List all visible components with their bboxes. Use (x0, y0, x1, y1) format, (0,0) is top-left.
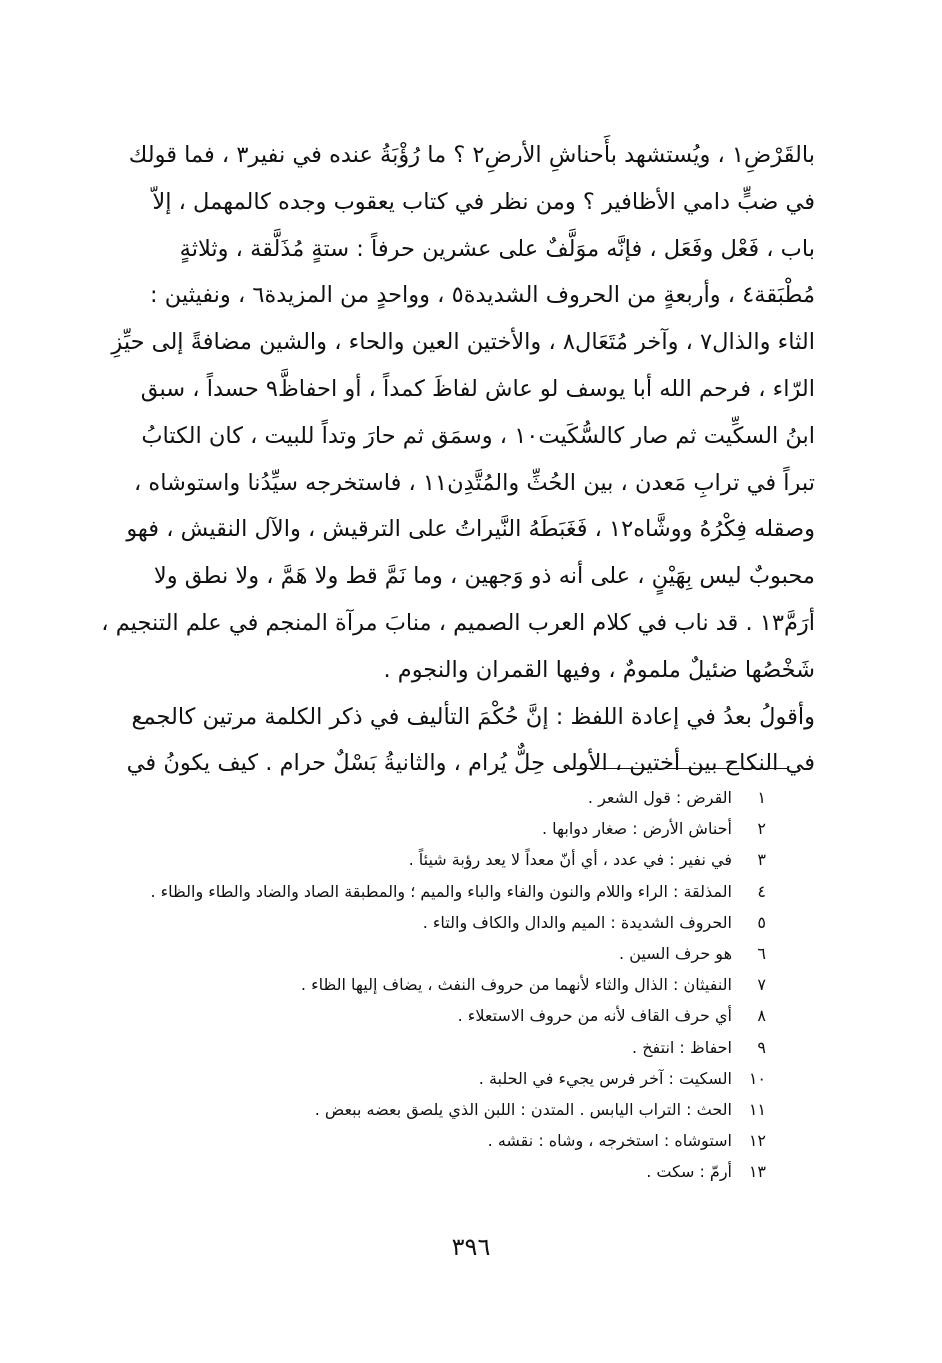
text-line: ابنُ السكِّيت ثم صار كالسُّكَيت١٠ ، وسمَق ثم حارَ وتداً للبيت ، كان الكتابُ (141, 422, 815, 449)
footnote-item (126, 907, 766, 938)
footnote-text: أرمّ : سكت . (646, 1162, 732, 1182)
footnote-number: ٦ (757, 943, 766, 963)
footnote-number: ١٠ (748, 1068, 766, 1088)
footnote-text: السكيت : آخر فرس يجيء في الحلبة . (478, 1068, 732, 1088)
footnote-number: ١ (757, 788, 766, 807)
text-line: الثاء والذال٧ ، وآخر مُتَعَال٨ ، والأختين العين والحاء ، والشين مضافةً إلى حيِّزِ (111, 329, 815, 356)
footnote-item (126, 844, 766, 875)
main-text-block (90, 132, 815, 787)
text-line: وصقله فِكْرُهُ ووشَّاه١٢ ، فَغَبَطَهُ النَّيراتُ على الترقيش ، والآل النقيش ، فهو (126, 516, 815, 543)
footnote-text: القرض : قول الشعر . (587, 788, 732, 807)
footnote-text: استوشاه : استخرجه ، وشاه : نقشه . (487, 1131, 732, 1151)
footnote-text: احفاظ : انتفخ . (632, 1037, 732, 1057)
footnotes-list (126, 782, 766, 1187)
text-line: في النكاح بين أختين ، الأولى حِلٌّ يُرام ، والثانيةُ بَسْلٌ حرام . كيف يكونُ في (126, 750, 815, 777)
footnote-text: أحناش الأرض : صغار دوابها . (541, 819, 732, 839)
text-line: باب ، فَعْل وفَعَل ، فإنَّه موَلَّفٌ على عشرين حرفاً : ستةٍ مُذَلَّقة ، وثلاثةٍ (179, 235, 815, 262)
footnote-number: ١٢ (748, 1131, 766, 1151)
footnote-number: ٢ (757, 819, 766, 839)
text-line: أرَمَّ١٣ . قد ناب في كلام العرب الصميم ، منابَ مرآة المنجم في علم التنجيم ، (101, 609, 815, 636)
footnote-number: ٧ (757, 975, 766, 995)
footnote-text: الحروف الشديدة : الميم والدال والكاف والتاء . (422, 912, 732, 932)
footnote-item (126, 938, 766, 969)
footnote-number: ٩ (757, 1037, 766, 1057)
footnote-number: ١٣ (748, 1162, 766, 1182)
footnote-item (126, 1125, 766, 1156)
footnote-item (126, 1032, 766, 1063)
footnote-item (126, 876, 766, 907)
text-line: تبراً في ترابِ مَعدن ، بين الحُثِّ والمُتَّدِن١١ ، فاستخرجه سيِّدُنا واستوشاه ، (134, 469, 815, 496)
text-line: وأقولُ بعدُ في إعادة اللفظ : إنَّ حُكْمَ التأليف في ذكر الكلمة مرتين كالجمع (131, 703, 815, 730)
footnote-number: ١١ (748, 1099, 766, 1119)
footnote-item (126, 782, 766, 813)
footnote-item (126, 1094, 766, 1125)
text-line: شَخْصُها ضئيلٌ ملمومٌ ، وفيها القمران والنجوم . (383, 656, 815, 683)
footnote-item (126, 1156, 766, 1187)
footnote-number: ٤ (757, 881, 766, 901)
footnote-number: ٨ (757, 1006, 766, 1026)
text-line: في ضبٍّ دامي الأظافير ؟ ومن نظر في كتاب يعقوب وجده كالمهمل ، إلاّ (152, 188, 815, 215)
footnote-number: ٥ (757, 912, 766, 932)
footnote-separator (565, 768, 787, 769)
footnote-text: أي حرف القاف لأنه من حروف الاستعلاء . (457, 1006, 732, 1026)
footnote-item (126, 813, 766, 844)
text-line: بالقَرْضِ١ ، ويُستشهد بأَحناشِ الأرضِ٢ ؟ ما رُؤْبَةُ عنده في نفير٣ ، فما قولك (128, 142, 815, 168)
footnote-item (126, 1000, 766, 1031)
footnote-text: النفيثان : الذال والثاء لأنهما من حروف النفث ، يضاف إليها الظاء . (300, 975, 732, 995)
footnote-text: الحث : التراب اليابس . المتدن : اللبن الذي يلصق بعضه ببعض . (314, 1099, 732, 1119)
text-line: محبوبٌ ليس بِهَيْنٍ ، على أنه ذو وَجهين ، وما نَمَّ قط ولا هَمَّ ، ولا نطق ولا (153, 563, 815, 590)
page-number: ٣٩٦ (451, 1233, 491, 1261)
footnote-item (126, 969, 766, 1000)
footnote-text: المذلقة : الراء واللام والنون والفاء والباء والميم ؛ والمطبقة الصاد والضاد والطاء والظاء . (150, 881, 732, 901)
footnote-text: هو حرف السين . (619, 943, 732, 963)
text-line: الرّاء ، فرحم الله أبا يوسف لو عاش لفاظَ كمداً ، أو احفاظَّ٩ حسداً ، سبق (140, 375, 815, 402)
text-line: مُطْبَقة٤ ، وأربعةٍ من الحروف الشديدة٥ ، وواحدٍ من المزيدة٦ ، ونفيثين : (150, 282, 815, 309)
footnote-item (126, 1063, 766, 1094)
footnote-number: ٣ (757, 850, 766, 870)
footnote-text: في نفير : في عدد ، أي أنّ معداً لا يعد رؤبة شيئاً . (408, 850, 732, 870)
